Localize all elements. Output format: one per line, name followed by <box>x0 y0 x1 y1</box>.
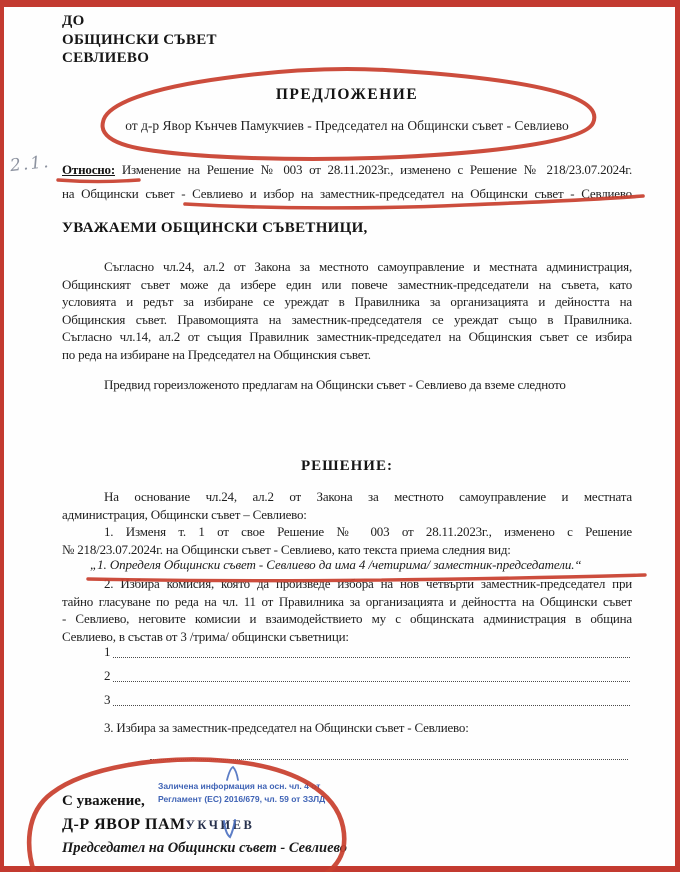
blank-number: 1 <box>104 644 111 659</box>
paragraph-line: Общинският съвет може да избере един или повече заместник-председатели на съвета, като <box>62 276 632 292</box>
blank-number: 3 <box>104 692 111 707</box>
handwritten-margin-note: 2.1. <box>9 151 52 177</box>
decision-point-3 <box>62 719 632 737</box>
signer-title: Председател на Общински съвет - Севлиево <box>62 840 348 856</box>
paragraph-line: Севлиево, в състав от 3 /трима/ общински съветници: <box>62 628 349 644</box>
blank-member-line-3 <box>104 692 632 709</box>
signer-name-tail: УКЧИЕВ <box>185 818 255 832</box>
blank-member-line-2 <box>104 668 632 685</box>
recipient-line-council: ОБЩИНСКИ СЪВЕТ <box>62 31 217 48</box>
redaction-stamp <box>158 780 325 805</box>
blank-member-line-1 <box>104 644 632 661</box>
signer-name <box>62 816 254 834</box>
paragraph-line: 2. Избира комисия, която да произведе избора на нов четвърти заместник-председател при <box>104 576 632 591</box>
salutation: УВАЖАЕМИ ОБЩИНСКИ СЪВЕТНИЦИ, <box>62 220 368 236</box>
decision-heading: РЕШЕНИЕ: <box>301 458 393 474</box>
dotted-leader <box>113 692 631 706</box>
paragraph-line: администрация, Общински съвет – Севлиево: <box>62 506 307 522</box>
paragraph-line: условията и редът за избиране се уреждат в Правилника за организацията и дейността на <box>62 294 632 309</box>
recipient-line-city: СЕВЛИЕВО <box>62 50 150 66</box>
recipient-line-to: ДО <box>62 13 85 29</box>
decision-basis-paragraph <box>62 488 632 523</box>
signer-name-main: Д-Р ЯВОР ПАМ <box>62 816 186 833</box>
paragraph-line: 1. Изменя т. 1 от свое Решение № 003 от 28.11.2023г., изменено с Решение <box>104 524 632 539</box>
paragraph-line: тайно гласуване по реда на чл. 11 от Правилника за организацията и дейността на Общински съвет <box>62 593 632 609</box>
subject-block <box>62 158 632 206</box>
document-title: ПРЕДЛОЖЕНИЕ <box>275 86 419 103</box>
blue-caret-icon <box>227 767 238 780</box>
subject-label: Относно: <box>62 162 115 177</box>
subject-line-1 <box>62 158 632 182</box>
subject-line-1-text: Изменение на Решение № 003 от 28.11.2023г., изменено с Решение № 218/23.07.2024г. <box>114 162 632 177</box>
paragraph-line: Общинския съвет. Правомощията на заместник-председателя се уреждат също в Правилника. <box>62 311 632 327</box>
amended-text-quote: „1. Определя Общински съвет - Севлиево да има 4 /четирима/ заместник-председатели.“ <box>90 557 582 572</box>
body-paragraph-1 <box>62 258 632 363</box>
paragraph-line: № 218/23.07.2024г. на Общински съвет - Севлиево, като текста приема следния вид: <box>62 541 511 557</box>
paragraph-line: Предвид гореизложеното предлагам на Общински съвет - Севлиево да вземе следното <box>104 377 566 392</box>
paragraph-line: - Севлиево, неговите комисии и взаимодействието му с общинската администрация в община <box>62 611 632 626</box>
paragraph-line: 3. Избира за заместник-председател на Общински съвет - Севлиево: <box>104 720 469 735</box>
decision-point-1 <box>62 523 632 558</box>
blank-number: 2 <box>104 668 111 683</box>
blank-dotted-line <box>150 742 628 760</box>
dotted-leader <box>113 668 631 682</box>
closing-salutation: С уважение, <box>62 793 145 809</box>
stamp-line: Заличена информация на осн. чл. 4 от <box>158 781 321 791</box>
decision-point-2 <box>62 575 632 645</box>
author-byline: от д-р Явор Кънчев Памукчиев - Председател на Общински съвет - Севлиево <box>125 118 569 133</box>
subject-line-2: на Общински съвет - Севлиево и избор на заместник-председател на Общински съвет - Севлиево <box>62 186 632 201</box>
paragraph-line: по реда на избиране на Председател на Общинския съвет. <box>62 346 371 362</box>
body-paragraph-2 <box>62 376 632 394</box>
recipient-address <box>62 12 217 68</box>
red-circle-title-icon <box>103 69 595 159</box>
dotted-leader <box>113 644 631 658</box>
paragraph-line: Съгласно чл.14, ал.2 от същия Правилник заместник-председател на Общинския съвет се избира <box>62 329 632 344</box>
paragraph-line: На основание чл.24, ал.2 от Закона за местното самоуправление и местната <box>104 489 632 504</box>
paragraph-line: Съгласно чл.24, ал.2 от Закона за местното самоуправление и местната администрация, <box>104 259 632 274</box>
stamp-line: Регламент (ЕС) 2016/679, чл. 59 от ЗЗЛД <box>158 793 326 804</box>
